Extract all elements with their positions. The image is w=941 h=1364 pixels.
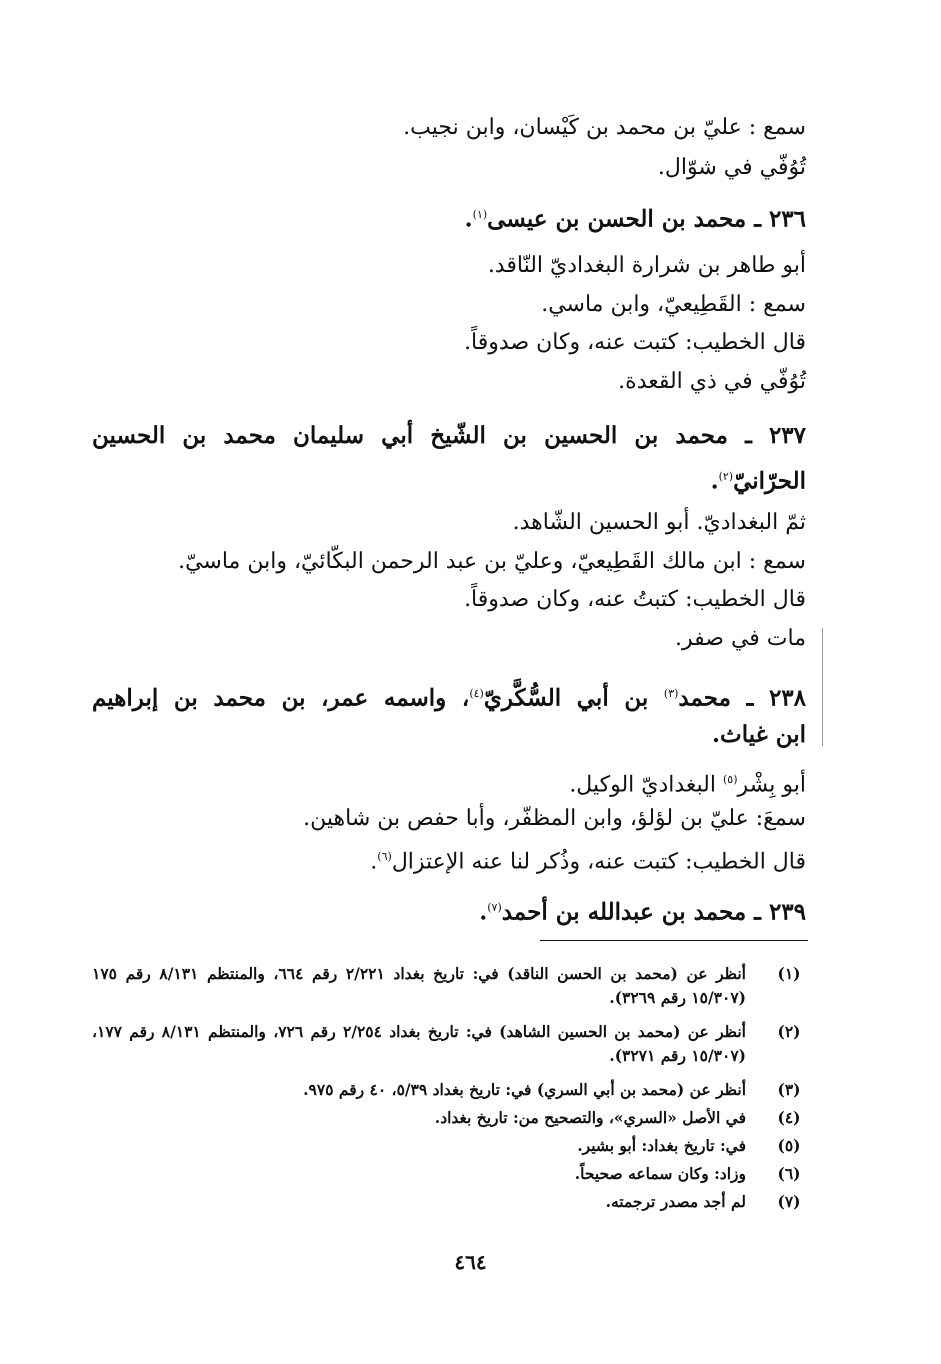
text-line: قال الخطيب: كتبتُ عنه، وكان صدوقاً. [464,587,806,612]
text-line: أبو طاهر بن شرارة البغداديّ النّاقد. [487,253,806,278]
text-span: البغداديّ الوكيل. [569,772,723,798]
heading-end: . [479,898,488,926]
text-line: سمع : ابن مالك القَطِيعيّ، وعليّ بن عبد الرحمن البكّائيّ، وابن ماسيّ. [178,549,806,574]
footnote-ref: (٤) [469,687,484,700]
text-line: سمع : القَطِيعيّ، وابن ماسي. [541,292,806,317]
heading-text: ، واسمه عمر، بن محمد بن إبراهيم [92,684,470,712]
footnote-separator [540,940,808,941]
footnote-ref: (٦) [377,850,392,863]
margin-mark [822,628,823,746]
entry-heading-239 [479,892,806,929]
text-line: ثمّ البغداديّ. أبو الحسين الشّاهد. [512,510,806,535]
footnote-ref: (٣) [663,687,679,700]
footnote-number: (٣) [777,1080,801,1099]
entry-heading-238 [92,674,806,719]
footnote [92,962,806,1010]
text-line: سمعَ: عليّ بن لؤلؤ، وابن المظفّر، وأبا حفص بن شاهين. [303,806,806,831]
heading-text: ٢٣٦ ـ محمد بن الحسن بن عيسى [487,205,806,233]
footnote-text: في: تاريخ بغداد: أبو بشير. [577,1136,746,1155]
heading-text: ٢٣٩ ـ محمد بن عبدالله بن أحمد [501,898,806,926]
entry-heading-237: ٢٣٧ ـ محمد بن الحسين بن الشّيخ أبي سليمان محمد بن الحسين [92,422,806,449]
entry-heading-238-cont: ابن غياث. [712,721,806,748]
footnote-text: أنظر عن (محمد بن أبي السري) في: تاريخ بغداد ٥/٣٩، ٤٠ رقم ٩٧٥. [303,1080,746,1099]
footnote-number: (١) [777,964,801,983]
heading-text: الحرّانيّ [733,467,806,495]
footnote-number: (٧) [777,1192,801,1211]
text-line: قال الخطيب: كتبت عنه، وكان صدوقاً. [464,330,806,355]
footnote-text: في الأصل «السري»، والتصحيح من: تاريخ بغداد. [434,1108,746,1127]
text-line: تُوُفّي في شوّال. [657,155,806,180]
entry-heading-236 [465,199,806,236]
text-span: . [370,849,378,875]
page-number: ٤٦٤ [454,1250,487,1274]
footnote-number: (٢) [777,1022,801,1041]
text-line: سمع : عليّ بن محمد بن كَيْسان، وابن نجيب. [403,115,806,140]
text-line: مات في صفر. [675,626,806,651]
footnote-number: (٦) [777,1164,801,1183]
footnote-ref: (٥) [723,773,738,786]
footnote-text: أنظر عن (محمد بن الحسين الشاهد) في: تاريخ بغداد ٢/٢٥٤ رقم ٧٢٦، والمنتظم ٨/١٣١ رقم ١٧٧، (١٥/٣٠٧ رقم ٣٢٧١). [92,1022,746,1065]
text-span: قال الخطيب: كتبت عنه، وذُكر لنا عنه الإعتزال [391,849,806,875]
footnote-ref: (٢) [718,470,734,483]
footnote [92,1078,806,1102]
footnote-number: (٤) [777,1108,801,1127]
heading-text: ٢٣٨ ـ محمد [678,684,806,712]
footnote-ref: (١) [472,208,488,221]
footnote [92,1020,806,1068]
text-line: تُوُفّي في ذي القعدة. [618,369,806,394]
heading-end: . [464,205,473,233]
footnote-text: لم أجد مصدر ترجمته. [605,1192,746,1211]
text-span: أبو بِشْر [737,772,806,798]
footnote [92,1190,806,1214]
footnote [92,1162,806,1186]
footnote [92,1134,806,1158]
footnote-text: أنظر عن (محمد بن الحسن الناقد) في: تاريخ بغداد ٢/٢٢١ رقم ٦٦٤، والمنتظم ٨/١٣١ رقم ١٧٥ (١٥/٣٠٧ رقم ٣٢٦٩). [92,964,746,1007]
footnote-text: وزاد: وكان سماعه صحيحاً. [574,1164,746,1183]
heading-text: بن أبي السُّكَّريّ [483,684,664,712]
text-line [569,764,806,801]
text-line [370,841,806,878]
heading-end: . [710,467,719,495]
footnote-ref: (٧) [487,901,502,914]
footnote-number: (٥) [777,1136,801,1155]
entry-heading-237-cont [711,461,806,498]
footnote [92,1106,806,1130]
